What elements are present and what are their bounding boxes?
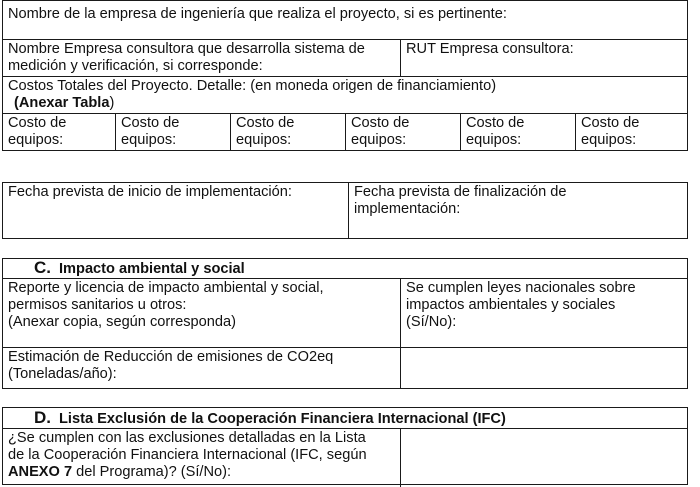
costos-totales-label: Costos Totales del Proyecto. Detalle: (en moneda origen de financiamiento): [8, 78, 497, 94]
emisiones-label-1: Estimación de Reducción de emisiones de CO2eq: [8, 349, 334, 365]
section-c-header: [3, 259, 687, 278]
empresa-ingenieria-label: Nombre de la empresa de ingeniería que realiza el proyecto, si es pertinente:: [8, 6, 507, 22]
costo-label-2: equipos:: [581, 132, 637, 148]
section-d-table: [2, 407, 688, 485]
fecha-fin-field[interactable]: [348, 183, 687, 238]
costos-row: [3, 113, 687, 150]
project-info-table: [2, 0, 688, 151]
leyes-label-3: (Sí/No):: [406, 314, 457, 330]
empresa-ingenieria-field[interactable]: [3, 1, 687, 39]
ifc-question-3: del Programa)? (Sí/No):: [72, 464, 232, 480]
costos-totales-header: [3, 77, 687, 113]
ifc-question-1: ¿Se cumplen con las exclusiones detalladas en la Lista: [8, 430, 366, 446]
leyes-label-1: Se cumplen leyes nacionales sobre: [406, 280, 636, 296]
leyes-nacionales-field[interactable]: [400, 279, 687, 347]
fecha-inicio-label: Fecha prevista de inicio de implementación:: [8, 184, 292, 200]
rut-consultora-field[interactable]: [400, 40, 687, 76]
reporte-label-2: permisos sanitarios u otros:: [8, 297, 187, 313]
emisiones-field[interactable]: [3, 348, 400, 388]
costo-label: Costo de: [236, 115, 295, 131]
ifc-answer-cell[interactable]: [400, 429, 687, 487]
reporte-label-3: (Anexar copia, según corresponda): [8, 314, 236, 330]
anexar-tabla-label: (Anexar Tabla: [14, 95, 110, 111]
costo-equipos-cell-5[interactable]: [460, 114, 575, 150]
costo-equipos-cell-4[interactable]: [345, 114, 460, 150]
costo-label: Costo de: [351, 115, 410, 131]
costo-label: Costo de: [121, 115, 180, 131]
anexar-tabla-close: ): [109, 95, 115, 111]
ifc-exclusion-field[interactable]: [3, 429, 400, 487]
section-c-letter: C.: [34, 258, 51, 277]
emisiones-label-2: (Toneladas/año):: [8, 366, 117, 382]
costo-label: Costo de: [466, 115, 525, 131]
leyes-label-2: impactos ambientales y sociales: [406, 297, 616, 313]
ifc-question-2: de la Cooperación Financiera Internacional (IFC, según: [8, 447, 367, 463]
fecha-fin-label-1: Fecha prevista de finalización de: [354, 184, 567, 200]
costo-label-2: equipos:: [121, 132, 177, 148]
costo-label: Costo de: [8, 115, 67, 131]
costo-equipos-cell-1[interactable]: [3, 114, 115, 150]
section-d-letter: D.: [34, 408, 51, 427]
reporte-licencia-field[interactable]: [3, 279, 400, 347]
reporte-label-1: Reporte y licencia de impacto ambiental y social,: [8, 280, 324, 296]
empresa-consultora-field[interactable]: [3, 40, 400, 76]
section-c-table: [2, 258, 688, 389]
implementation-dates-table: [2, 182, 688, 239]
costo-equipos-cell-3[interactable]: [230, 114, 345, 150]
empresa-consultora-label-1: Nombre Empresa consultora que desarrolla sistema de: [8, 41, 365, 57]
empresa-consultora-label-2: medición y verificación, si corresponde:: [8, 58, 263, 74]
costo-label-2: equipos:: [466, 132, 522, 148]
costo-label-2: equipos:: [351, 132, 407, 148]
fecha-fin-label-2: implementación:: [354, 201, 461, 217]
section-d-title: Lista Exclusión de la Cooperación Financiera Internacional (IFC): [59, 411, 506, 427]
costo-equipos-cell-2[interactable]: [115, 114, 230, 150]
costo-label-2: equipos:: [236, 132, 292, 148]
section-d-header: [3, 408, 687, 428]
costo-label: Costo de: [581, 115, 640, 131]
section-c-title: Impacto ambiental y social: [59, 261, 245, 277]
anexo-label: ANEXO 7: [8, 464, 73, 480]
costo-equipos-cell-6[interactable]: [575, 114, 687, 150]
emisiones-value-cell[interactable]: [400, 348, 687, 388]
costo-label-2: equipos:: [8, 132, 64, 148]
fecha-inicio-field[interactable]: [3, 183, 348, 238]
rut-consultora-label: RUT Empresa consultora:: [406, 41, 574, 57]
